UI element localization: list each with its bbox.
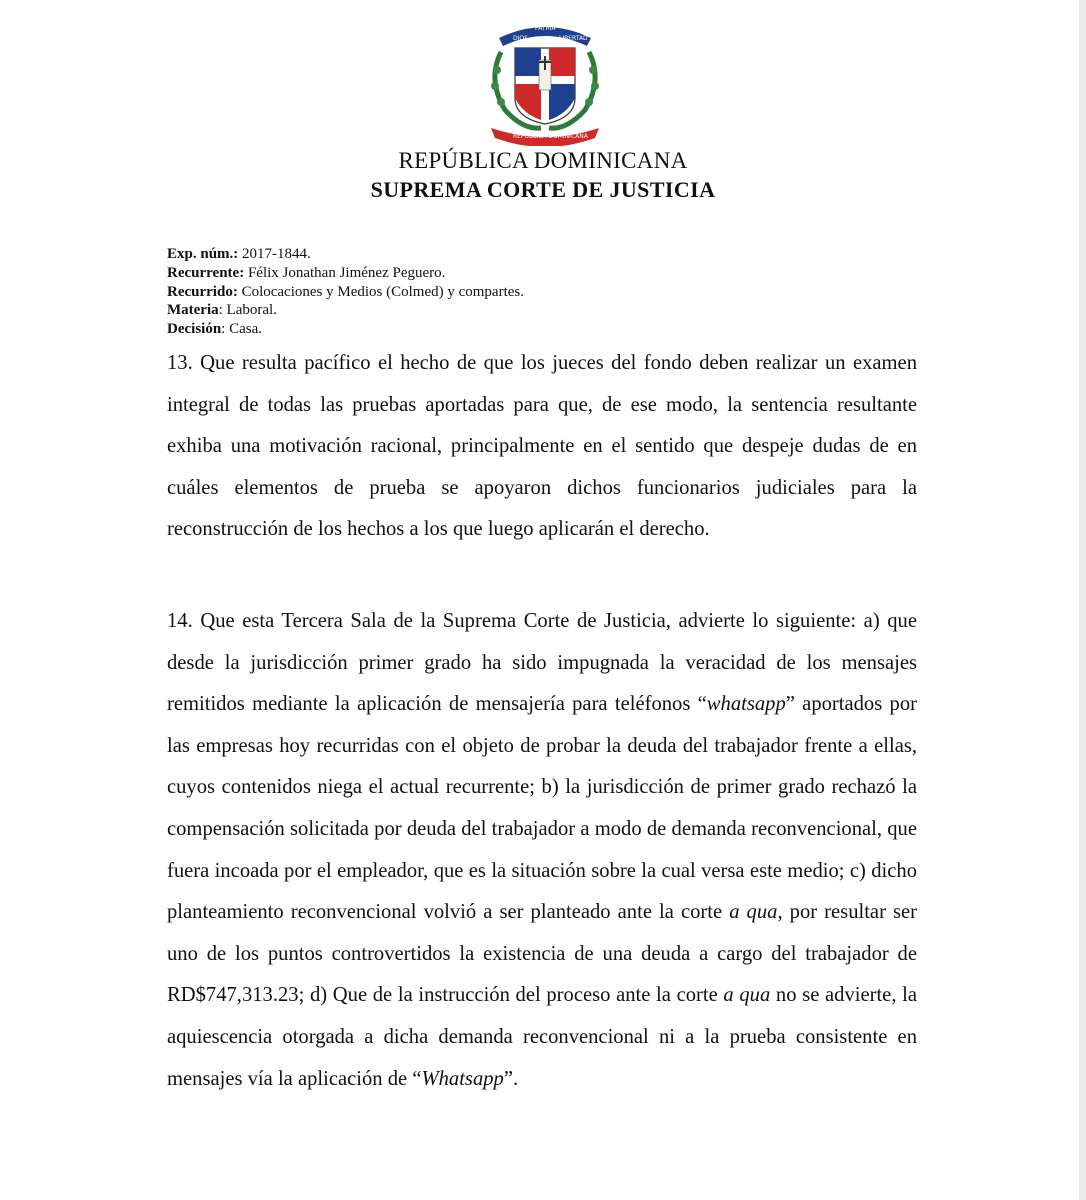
case-number-label: Exp. núm.: [167,246,239,262]
p14-part-b: ” aportados por las empresas hoy recurridas con el objeto de probar la deuda del trabajador frente a ellas, cuyos contenidos niega el actual recurrente; b) la jurisdicción de primer grado rechazó la compensación solicitada por deuda del trabajador a modo de demanda reconvencional, que fuera incoada por el empleador, que es la situación sobre la cual versa este medio; c) dicho planteamiento reconvencional volvió a ser planteado ante la corte [167,693,917,924]
paragraph-13: 13. Que resulta pacífico el hecho de que los jueces del fondo deben realizar un examen integral de todas las pruebas aportadas para que, de ese modo, la sentencia resultante exhiba una motivación racional, principalmente en el sentido que despeje dudas de en cuáles elementos de prueba se apoyaron dichos funcionarios judiciales para la reconstrucción de los hechos a los que luego aplicarán el derecho. [167,352,917,541]
appellant-row [167,264,524,283]
coat-of-arms-seal [483,10,607,146]
appellant-value: Félix Jonathan Jiménez Peguero. [244,264,446,281]
country-title: REPÚBLICA DOMINICANA [398,148,688,173]
court-title: SUPREMA CORTE DE JUSTICIA [370,177,716,202]
p14-part-e: ”. [503,1067,519,1090]
p14-part-d: no se advierte, la aquiescencia otorgada a dicha demanda reconvencional ni a la prueba consistente en mensajes vía la aplicación de “ [167,984,917,1090]
seal-motto-left: DIOS [513,35,528,42]
subject-row [167,301,524,320]
subject-label: Materia [167,302,219,319]
decision-label: Decisión [167,321,222,338]
p14-part-a: 14. Que esta Tercera Sala de la Suprema Corte de Justicia, advierte lo siguiente: a) que desde la jurisdicción primer grado ha sido impugnada la veracidad de los mensajes remitidos mediante la aplicación de mensajería para teléfonos “ [167,610,917,716]
respondent-value: Colocaciones y Medios (Colmed) y compartes. [237,283,524,300]
decision-row [167,320,524,339]
case-number-row [167,245,524,264]
decision-value: : Casa. [221,321,262,338]
p14-whatsapp-term: whatsapp [706,693,786,716]
seal-ribbon: REPÚBLICA DOMINICANA [513,133,588,140]
respondent-label: Recurrido: [167,283,238,300]
p14-a-qua-term: a qua [729,901,778,924]
case-metadata [167,245,524,339]
subject-value: : Laboral. [218,302,277,319]
case-number-value: 2017-1844. [238,246,311,262]
respondent-row [167,283,524,302]
p14-a-qua-term-2: a qua [723,984,771,1007]
paragraph-14 [167,601,917,1100]
p14-whatsapp-term-2: Whatsapp [421,1067,504,1090]
p14-part-c: , por resultar ser uno de los puntos controvertidos la existencia de una deuda a cargo del trabajador de RD$747,313.23; d) Que de la instrucción del proceso ante la corte [167,901,918,1007]
seal-motto-top: PATRIA [535,25,556,32]
seal-motto-right: LIBERTAD [559,35,588,42]
appellant-label: Recurrente: [167,264,245,281]
